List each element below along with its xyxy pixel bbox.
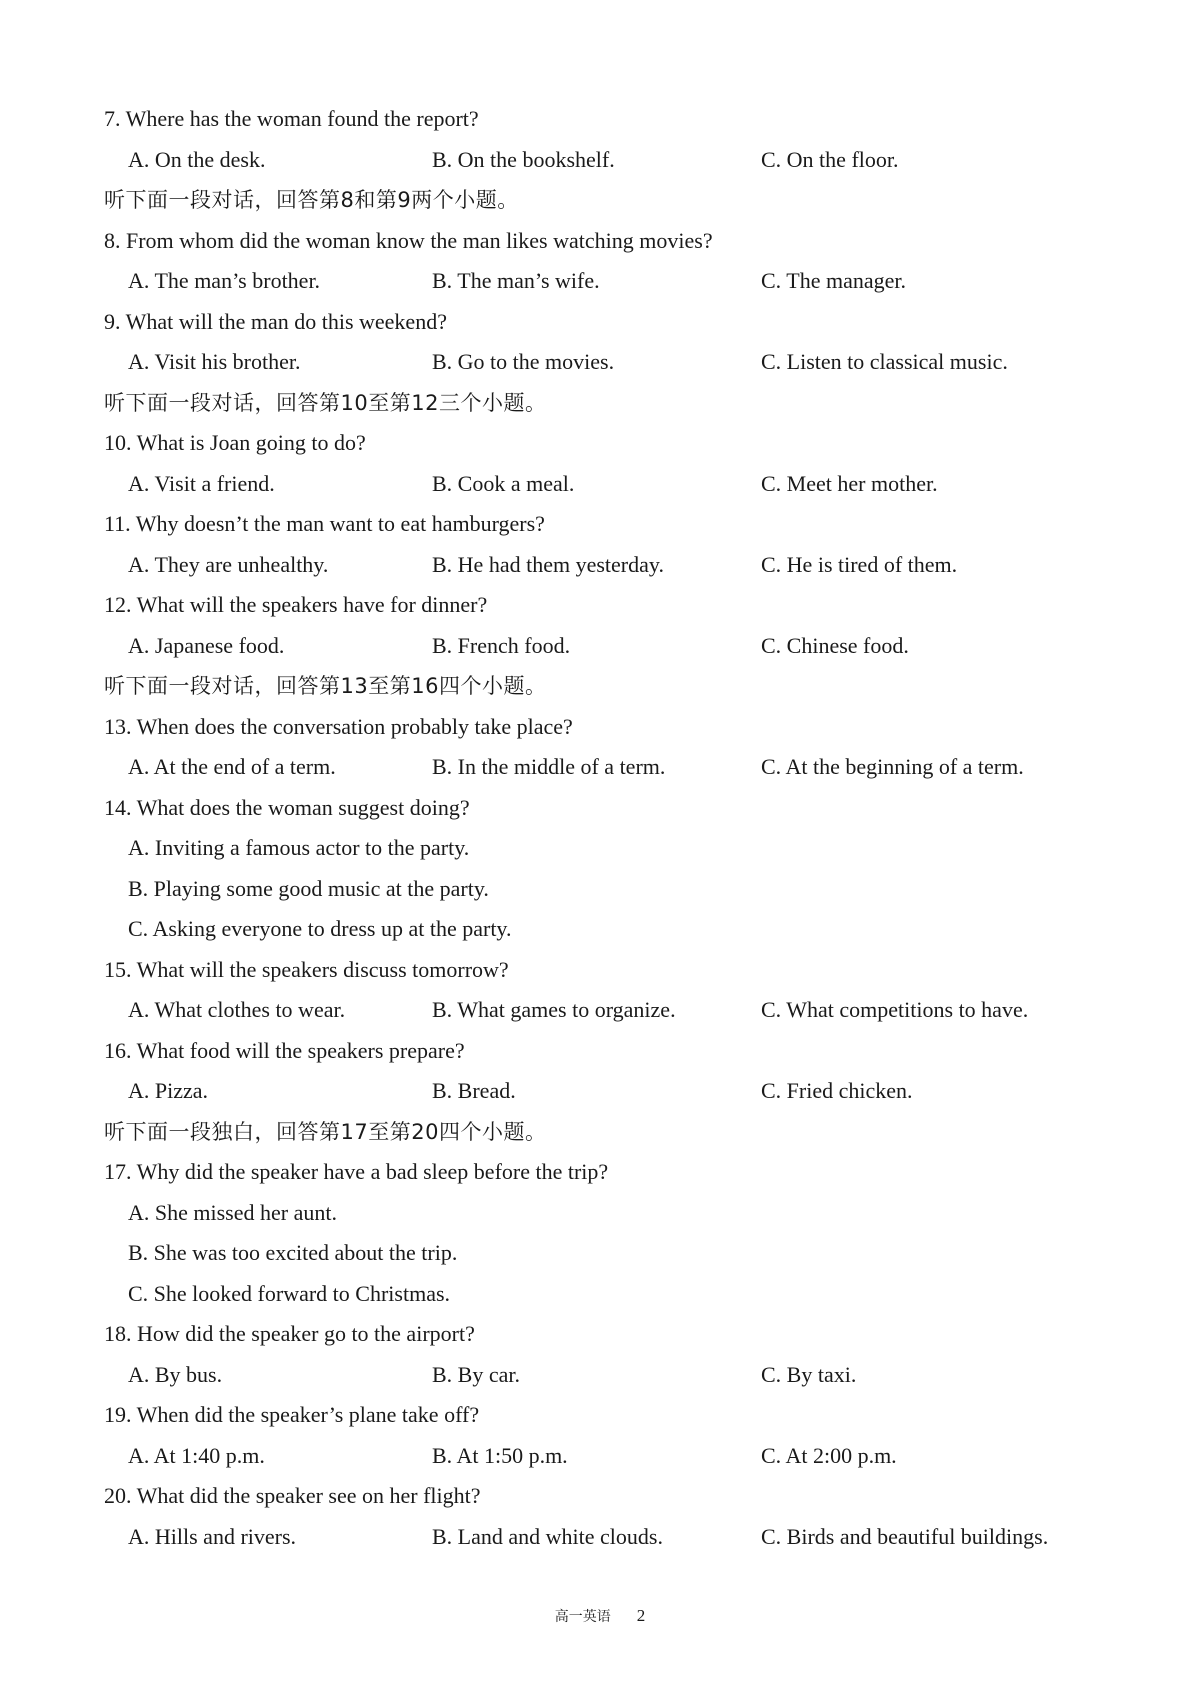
section-instruction: 听下面一段对话，回答第13至第16四个小题。	[104, 674, 547, 698]
section-instruction: 听下面一段独白，回答第17至第20四个小题。	[104, 1119, 547, 1144]
section-instruction: 听下面一段对话，回答第8和第9两个小题。	[104, 188, 519, 212]
answer-options-row	[104, 261, 1124, 302]
answer-options-row	[104, 1071, 1124, 1112]
question-text: 10. What is Joan going to do?	[104, 430, 366, 455]
answer-options-row	[104, 990, 1124, 1031]
answer-option-b: B. On the bookshelf.	[432, 146, 615, 172]
answer-option-b: B. What games to organize.	[432, 997, 676, 1022]
question-text: 11. Why doesn’t the man want to eat hamburgers?	[104, 511, 545, 536]
answer-option-c: C. Chinese food.	[761, 632, 909, 658]
answer-option-b: B. Land and white clouds.	[432, 1523, 663, 1549]
answer-option-c: C. Birds and beautiful buildings.	[761, 1523, 1049, 1549]
question-text: 17. Why did the speaker have a bad sleep before the trip?	[104, 1159, 609, 1184]
answer-option-a: A. Visit his brother.	[128, 349, 301, 374]
question-text: 9. What will the man do this weekend?	[104, 308, 447, 334]
answer-option-c: C. Listen to classical music.	[761, 349, 1008, 374]
question-text: 20. What did the speaker see on her flight?	[104, 1483, 481, 1508]
answer-option-c: C. At the beginning of a term.	[761, 754, 1024, 779]
answer-option-c: C. What competitions to have.	[761, 997, 1029, 1022]
answer-options-row	[104, 464, 1124, 505]
answer-option-b: B. By car.	[432, 1361, 520, 1387]
answer-option-a: A. They are unhealthy.	[128, 551, 329, 577]
question-text: 18. How did the speaker go to the airport?	[104, 1321, 475, 1346]
answer-option-b: B. The man’s wife.	[432, 268, 600, 293]
question-text: 19. When did the speaker’s plane take off?	[104, 1402, 480, 1427]
answer-option-c: C. He is tired of them.	[761, 551, 958, 577]
answer-option-a: A. Visit a friend.	[128, 470, 275, 496]
answer-option-c: C. At 2:00 p.m.	[761, 1442, 897, 1468]
answer-option: C. She looked forward to Christmas.	[128, 1280, 451, 1306]
section-instruction: 听下面一段对话，回答第10至第12三个小题。	[104, 390, 547, 415]
question-list	[104, 99, 1124, 1557]
question-text: 12. What will the speakers have for dinner?	[104, 592, 488, 617]
answer-option: A. She missed her aunt.	[128, 1199, 337, 1225]
answer-option: A. Inviting a famous actor to the party.	[128, 835, 470, 860]
answer-option-c: C. The manager.	[761, 268, 906, 293]
page-footer	[0, 1606, 1200, 1627]
answer-option: C. Asking everyone to dress up at the party.	[128, 916, 512, 941]
answer-option-b: B. Cook a meal.	[432, 470, 575, 496]
answer-option-b: B. Go to the movies.	[432, 349, 615, 374]
question-text: 14. What does the woman suggest doing?	[104, 794, 470, 820]
answer-option-a: A. At 1:40 p.m.	[128, 1442, 265, 1468]
answer-option-a: A. Hills and rivers.	[128, 1523, 297, 1549]
question-text: 7. Where has the woman found the report?	[104, 106, 479, 131]
question-text: 15. What will the speakers discuss tomorrow?	[104, 956, 509, 982]
answer-option-a: A. Pizza.	[128, 1078, 209, 1103]
answer-options-row	[104, 140, 1124, 181]
answer-option-b: B. In the middle of a term.	[432, 754, 666, 779]
footer-subject: 高一英语	[554, 1609, 611, 1625]
answer-options-row	[104, 1436, 1124, 1477]
answer-option-a: A. Japanese food.	[128, 632, 285, 658]
answer-option-c: C. Fried chicken.	[761, 1078, 913, 1103]
answer-option-a: A. What clothes to wear.	[128, 997, 346, 1022]
answer-options-row	[104, 626, 1124, 667]
answer-option-b: B. He had them yesterday.	[432, 551, 664, 577]
answer-option-b: B. At 1:50 p.m.	[432, 1442, 568, 1468]
question-text: 13. When does the conversation probably take place?	[104, 713, 573, 739]
page-number: 2	[636, 1606, 646, 1625]
answer-option-c: C. Meet her mother.	[761, 470, 938, 496]
question-text: 8. From whom did the woman know the man likes watching movies?	[104, 227, 713, 253]
answer-option: B. Playing some good music at the party.	[128, 875, 489, 901]
answer-option-a: A. At the end of a term.	[128, 754, 336, 779]
answer-options-row	[104, 1517, 1124, 1558]
answer-option-a: A. On the desk.	[128, 146, 266, 172]
answer-option-b: B. French food.	[432, 632, 571, 658]
answer-option-c: C. On the floor.	[761, 146, 899, 172]
answer-option-a: A. The man’s brother.	[128, 268, 321, 293]
answer-option-b: B. Bread.	[432, 1078, 516, 1103]
answer-options-row	[104, 342, 1124, 383]
answer-options-row	[104, 1355, 1124, 1396]
answer-option: B. She was too excited about the trip.	[128, 1240, 458, 1265]
answer-option-a: A. By bus.	[128, 1361, 223, 1387]
answer-option-c: C. By taxi.	[761, 1361, 857, 1387]
answer-options-row	[104, 545, 1124, 586]
question-text: 16. What food will the speakers prepare?	[104, 1037, 465, 1063]
answer-options-row	[104, 747, 1124, 788]
